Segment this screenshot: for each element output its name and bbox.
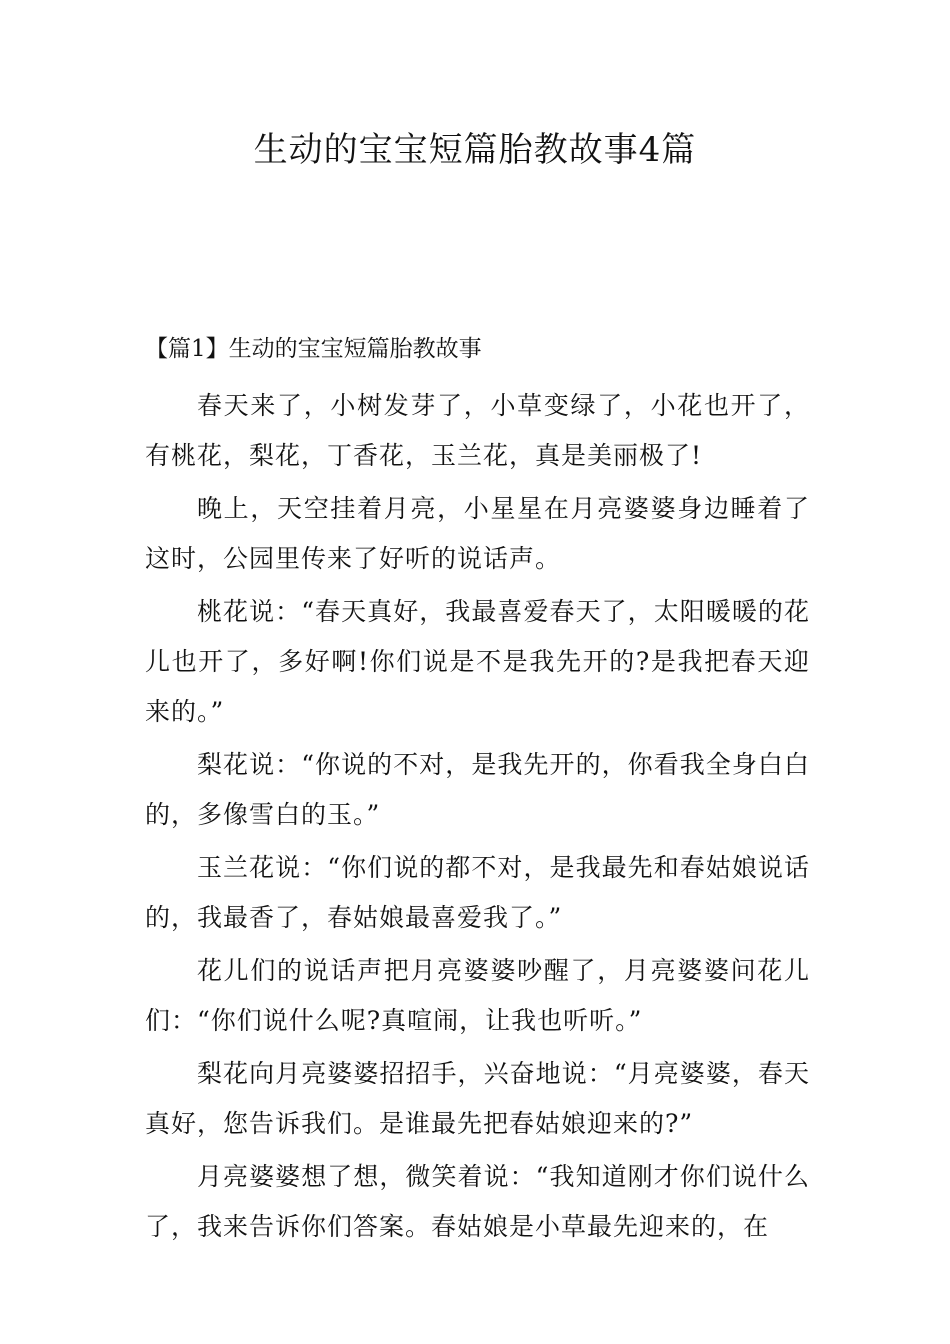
story-paragraph: 桃花说：“春天真好，我最喜爱春天了，太阳暖暖的花儿也开了，多好啊!你们说是不是我先开的?是我把春天迎来的。” (145, 597, 810, 726)
story-paragraph: 梨花向月亮婆婆招招手，兴奋地说：“月亮婆婆，春天真好，您告诉我们。是谁最先把春姑娘迎来的?” (145, 1059, 810, 1138)
story-paragraph: 晚上，天空挂着月亮，小星星在月亮婆婆身边睡着了这时，公园里传来了好听的说话声。 (145, 494, 810, 573)
document-title: 生动的宝宝短篇胎教故事4篇 (253, 130, 697, 170)
story-body (145, 381, 810, 1252)
story-paragraph: 花儿们的说话声把月亮婆婆吵醒了，月亮婆婆问花儿们：“你们说什么呢?真喧闹，让我也听听。” (145, 956, 810, 1035)
story-paragraph: 月亮婆婆想了想，微笑着说：“我知道刚才你们说什么了，我来告诉你们答案。春姑娘是小草最先迎来的，在 (145, 1162, 810, 1241)
section-heading: 【篇1】生动的宝宝短篇胎教故事 (145, 336, 482, 362)
story-paragraph: 梨花说：“你说的不对，是我先开的，你看我全身白白的，多像雪白的玉。” (145, 750, 810, 829)
story-paragraph: 玉兰花说：“你们说的都不对，是我最先和春姑娘说话的，我最香了，春姑娘最喜爱我了。” (145, 853, 810, 932)
story-paragraph: 春天来了，小树发芽了，小草变绿了，小花也开了，有桃花，梨花，丁香花，玉兰花，真是美丽极了! (145, 391, 810, 470)
